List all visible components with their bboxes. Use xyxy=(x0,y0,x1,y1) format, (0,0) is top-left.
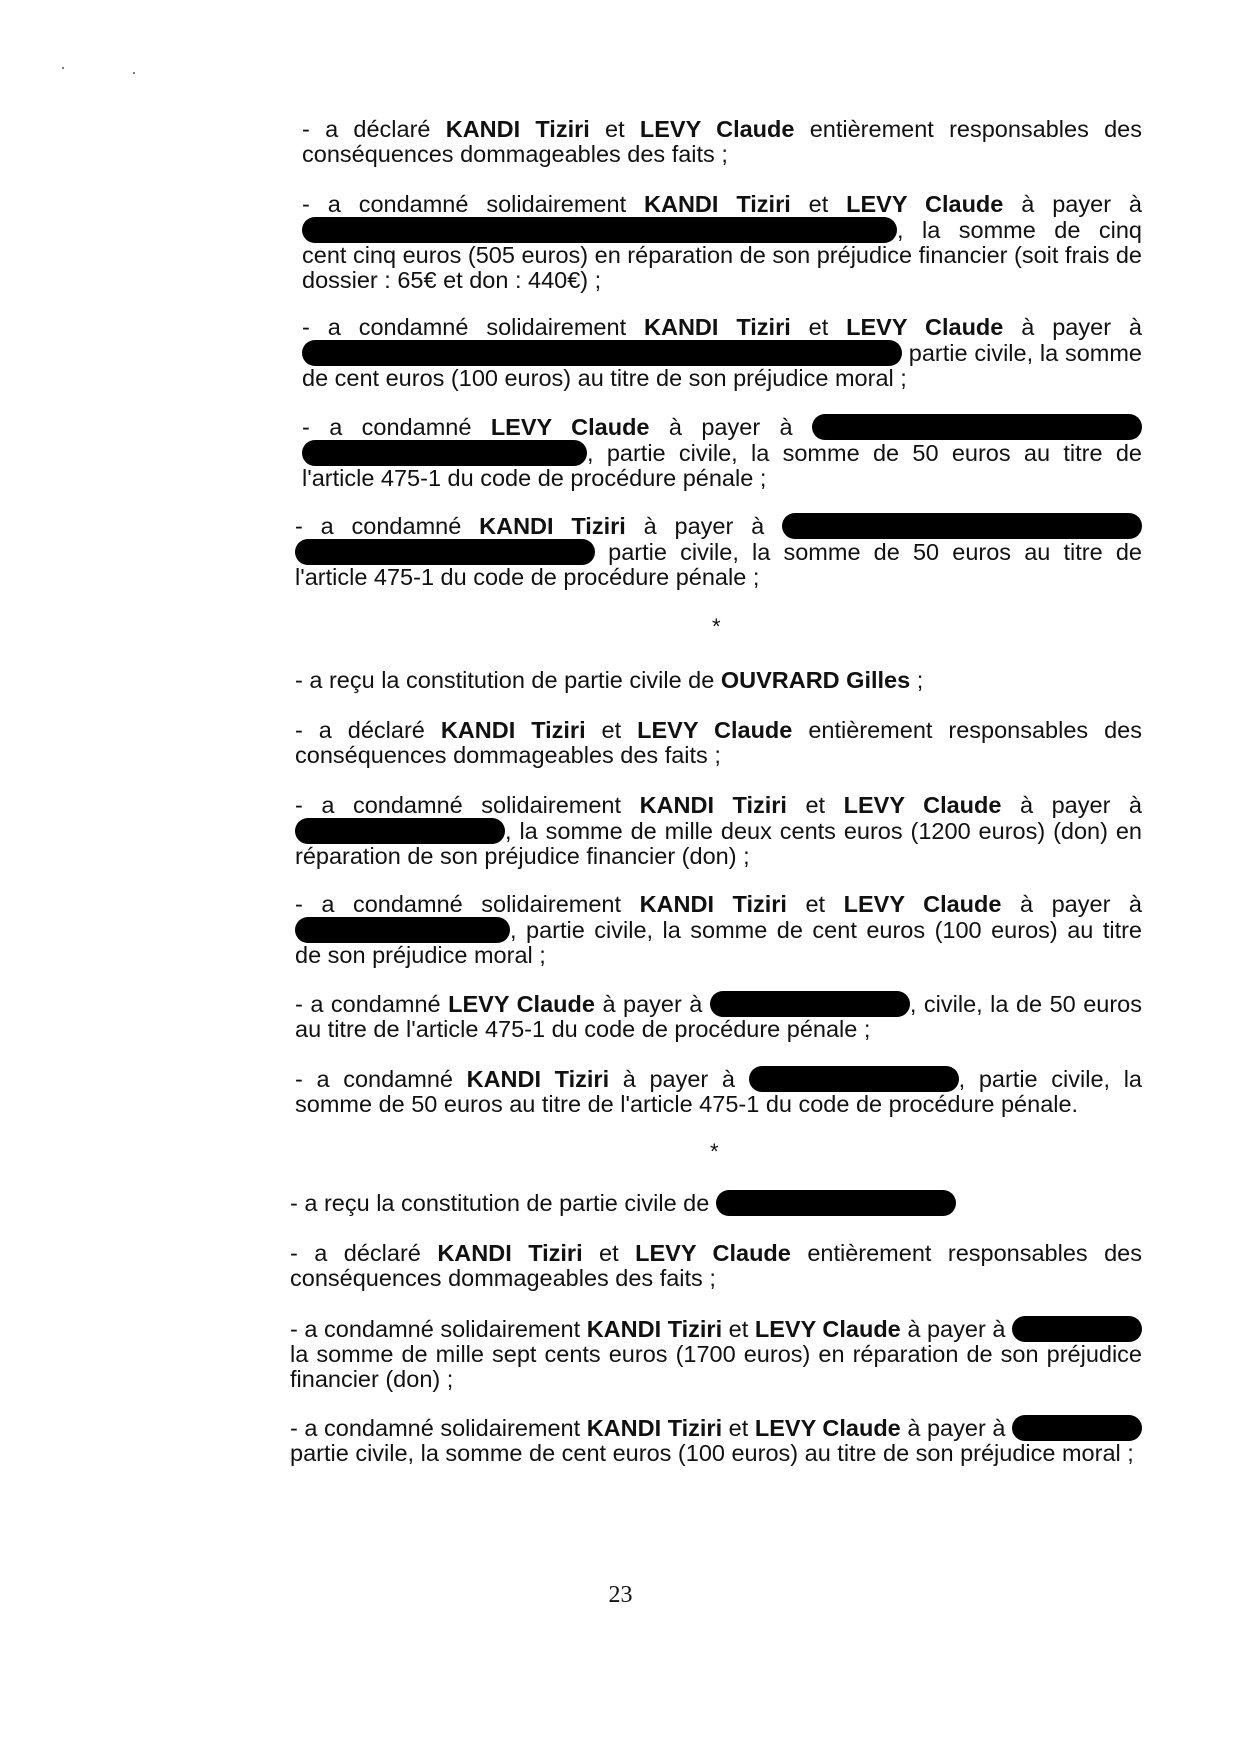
defendant-name: LEVY Claude xyxy=(490,414,650,440)
redaction-bar xyxy=(295,917,510,943)
redaction-bar xyxy=(295,818,505,844)
page-number: 23 xyxy=(608,1582,633,1608)
redaction-bar xyxy=(749,1066,959,1092)
paragraph-declaration-13: - a déclaré KANDI Tiziri et LEVY Claude entièrement responsables des conséquences dommageables des faits ; xyxy=(290,1240,1142,1291)
defendant-name: KANDI Tiziri xyxy=(437,1240,583,1266)
redaction-bar xyxy=(716,1190,956,1216)
defendant-name: LEVY Claude xyxy=(639,116,795,142)
paragraph-condemnation-10: - a condamné LEVY Claude à payer à , civile, la de 50 euros au titre de l'article 475-1 du code de procédure pénale ; xyxy=(295,991,1143,1042)
paragraph-condemnation-8: - a condamné solidairement KANDI Tiziri et LEVY Claude à payer à , la somme de mille deux cents euros (1200 euros) (don) en réparation de son préjudice financier (don) ; xyxy=(295,792,1143,869)
redaction-bar xyxy=(302,440,587,466)
redaction-bar xyxy=(302,217,897,243)
redaction-bar xyxy=(710,991,910,1017)
defendant-name: KANDI Tiziri xyxy=(440,717,586,743)
defendant-name: LEVY Claude xyxy=(846,314,1004,340)
defendant-name: LEVY Claude xyxy=(846,191,1004,217)
paragraph-condemnation-15: - a condamné solidairement KANDI Tiziri et LEVY Claude à payer à partie civile, la somme de cent euros (100 euros) au titre de son préjudice moral ; xyxy=(290,1415,1142,1466)
paragraph-civil-party-12: - a reçu la constitution de partie civile de xyxy=(290,1190,1142,1216)
defendant-name: KANDI Tiziri xyxy=(639,891,787,917)
defendant-name: LEVY Claude xyxy=(448,991,595,1017)
redaction-bar xyxy=(302,340,902,366)
redaction-bar xyxy=(1012,1316,1142,1342)
defendant-name: KANDI Tiziri xyxy=(644,191,791,217)
defendant-name: LEVY Claude xyxy=(843,891,1002,917)
defendant-name: LEVY Claude xyxy=(635,1240,791,1266)
redaction-bar xyxy=(295,539,595,565)
paragraph-declaration-7: - a déclaré KANDI Tiziri et LEVY Claude entièrement responsables des conséquences dommageables des faits ; xyxy=(295,717,1142,768)
section-separator: * xyxy=(710,1139,719,1164)
redaction-bar xyxy=(812,414,1142,440)
defendant-name: LEVY Claude xyxy=(754,1316,901,1342)
defendant-name: KANDI Tiziri xyxy=(479,513,626,539)
paragraph-condemnation-11: - a condamné KANDI Tiziri à payer à , partie civile, la somme de 50 euros au titre de l'article 475-1 du code de procédure pénale. xyxy=(295,1066,1142,1117)
paragraph-declaration-1: - a déclaré KANDI Tiziri et LEVY Claude entièrement responsables des conséquences dommageables des faits ; xyxy=(302,116,1142,167)
defendant-name: KANDI Tiziri xyxy=(466,1066,610,1092)
redaction-bar xyxy=(782,513,1142,539)
scan-speck xyxy=(133,72,135,74)
paragraph-condemnation-14: - a condamné solidairement KANDI Tiziri et LEVY Claude à payer à la somme de mille sept cents euros (1700 euros) en réparation de son préjudice financier (don) ; xyxy=(290,1316,1142,1392)
redaction-bar xyxy=(1012,1415,1142,1441)
defendant-name: LEVY Claude xyxy=(754,1415,901,1441)
defendant-name: KANDI Tiziri xyxy=(586,1316,723,1342)
paragraph-condemnation-5: - a condamné KANDI Tiziri à payer à partie civile, la somme de 50 euros au titre de l'article 475-1 du code de procédure pénale ; xyxy=(295,513,1142,590)
section-separator: * xyxy=(712,614,721,639)
paragraph-civil-party-6: - a reçu la constitution de partie civile de OUVRARD Gilles ; xyxy=(295,667,924,693)
defendant-name: LEVY Claude xyxy=(637,717,793,743)
scan-speck xyxy=(62,67,64,69)
paragraph-condemnation-9: - a condamné solidairement KANDI Tiziri et LEVY Claude à payer à , partie civile, la somme de cent euros (100 euros) au titre de son préjudice moral ; xyxy=(295,891,1143,968)
paragraph-condemnation-3: - a condamné solidairement KANDI Tiziri et LEVY Claude à payer à partie civile, la somme de cent euros (100 euros) au titre de son préjudice moral ; xyxy=(302,314,1142,391)
paragraph-condemnation-4: - a condamné LEVY Claude à payer à , partie civile, la somme de 50 euros au titre de l'article 475-1 du code de procédure pénale ; xyxy=(302,414,1142,491)
defendant-name: KANDI Tiziri xyxy=(644,314,791,340)
civil-party-name: OUVRARD Gilles xyxy=(720,667,911,693)
paragraph-condemnation-2: - a condamné solidairement KANDI Tiziri et LEVY Claude à payer à , la somme de cinq cent cinq euros (505 euros) en réparation de son préjudice financier (soit frais de dossier : 65€ et don : 440€) ; xyxy=(302,191,1142,293)
defendant-name: LEVY Claude xyxy=(843,792,1002,818)
defendant-name: KANDI Tiziri xyxy=(586,1415,723,1441)
defendant-name: KANDI Tiziri xyxy=(639,792,787,818)
defendant-name: KANDI Tiziri xyxy=(445,116,590,142)
